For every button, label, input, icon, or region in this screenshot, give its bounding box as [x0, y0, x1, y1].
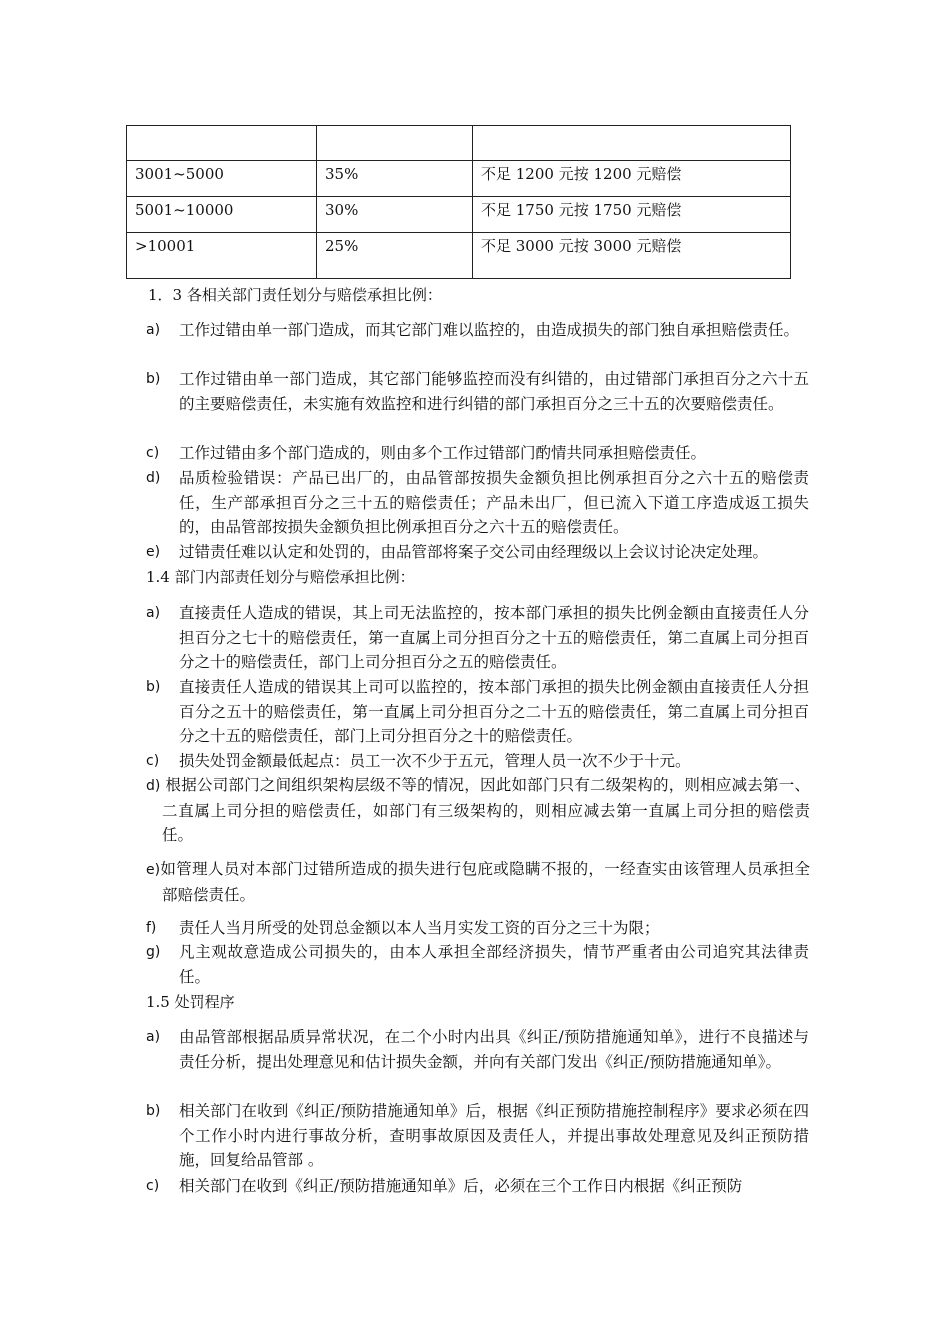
list-item: [146, 441, 810, 466]
list-marker: a): [146, 1029, 161, 1045]
table-row: [127, 126, 791, 161]
list-marker: d): [146, 470, 161, 486]
table-cell: [317, 126, 473, 161]
table-cell-ratio: 35%: [317, 161, 473, 197]
list-marker: b): [146, 1103, 161, 1119]
table-cell-range: 3001~5000: [127, 161, 317, 197]
list-item-text: 工作过错由单一部门造成，而其它部门难以监控的，由造成损失的部门独自承担赔偿责任。: [179, 321, 800, 339]
section-1-3-heading: 1．3 各相关部门责任划分与赔偿承担比例：: [148, 286, 442, 304]
list-item-text: 根据公司部门之间组织架构层级不等的情况，因此如部门只有二级架构的，则相应减去第一、二直属上司分担的赔偿责任，如部门有三级架构的，则相应减去第一直属上司分担的赔偿责任。: [162, 776, 810, 844]
list-item: [146, 1174, 810, 1199]
list-marker: c): [146, 1178, 160, 1194]
section-1-5-heading: 1.5 处罚程序: [146, 993, 235, 1011]
list-item-text: 直接责任人造成的错误其上司可以监控的，按本部门承担的损失比例金额由直接责任人分担百分之五十的赔偿责任，第一直属上司分担百分之二十五的赔偿责任，第二直属上司分担百分之十五的赔偿责任，部门上司分担百分之十的赔偿责任。: [179, 678, 809, 745]
list-item: [146, 466, 810, 540]
list-item-text: 工作过错由单一部门造成，其它部门能够监控而没有纠错的，由过错部门承担百分之六十五的主要赔偿责任，未实施有效监控和进行纠错的部门承担百分之三十五的次要赔偿责任。: [179, 370, 809, 413]
table-cell-ratio: 25%: [317, 233, 473, 279]
list-item: [146, 749, 810, 774]
list-item: [146, 675, 810, 749]
list-item-text: 直接责任人造成的错误，其上司无法监控的，按本部门承担的损失比例金额由直接责任人分担百分之七十的赔偿责任，第一直属上司分担百分之十五的赔偿责任，第二直属上司分担百分之十的赔偿责任，部门上司分担百分之五的赔偿责任。: [179, 604, 809, 671]
list-item-text: 凡主观故意造成公司损失的，由本人承担全部经济损失，情节严重者由公司追究其法律责任。: [179, 943, 809, 986]
list-marker: a): [146, 322, 161, 338]
list-item-text: 品质检验错误：产品已出厂的，由品管部按损失金额负担比例承担百分之六十五的赔偿责任，生产部承担百分之三十五的赔偿责任；产品未出厂，但已流入下道工序造成返工损失的，由品管部按损失金额负担比例承担百分之六十五的赔偿责任。: [179, 469, 809, 536]
list-item-text: 过错责任难以认定和处罚的，由品管部将案子交公司由经理级以上会议讨论决定处理。: [179, 543, 769, 561]
list-item-text: 损失处罚金额最低起点：员工一次不少于五元，管理人员一次不少于十元。: [179, 752, 691, 770]
table-cell: [127, 126, 317, 161]
table-row: [127, 161, 791, 197]
table-cell-note: 不足 1750 元按 1750 元赔偿: [473, 197, 791, 233]
list-marker: g): [146, 944, 161, 960]
list-marker: a): [146, 605, 161, 621]
list-marker: f): [146, 920, 157, 936]
list-item: [146, 857, 810, 907]
table-cell-ratio: 30%: [317, 197, 473, 233]
list-marker: c): [146, 753, 160, 769]
list-item: [146, 540, 810, 565]
table-cell: [473, 126, 791, 161]
list-marker: e): [146, 544, 161, 560]
list-item-text: 由品管部根据品质异常状况，在二个小时内出具《纠正/预防措施通知单》，进行不良描述与责任分析，提出处理意见和估计损失金额，并向有关部门发出《纠正/预防措施通知单》。: [179, 1028, 809, 1071]
list-marker: c): [146, 445, 160, 461]
table-cell-range: >10001: [127, 233, 317, 279]
compensation-table: [126, 125, 791, 279]
list-item: [146, 601, 810, 675]
table-cell-note: 不足 1200 元按 1200 元赔偿: [473, 161, 791, 197]
list-marker: b): [146, 371, 161, 387]
table-row: [127, 233, 791, 279]
list-item: [146, 1025, 810, 1074]
list-item: [146, 367, 810, 416]
table-cell-range: 5001~10000: [127, 197, 317, 233]
table-cell-note: 不足 3000 元按 3000 元赔偿: [473, 233, 791, 279]
list-item-text: 相关部门在收到《纠正/预防措施通知单》后，根据《纠正预防措施控制程序》要求必须在四个工作小时内进行事故分析，查明事故原因及责任人，并提出事故处理意见及纠正预防措施，回复给品管部 。: [179, 1102, 809, 1169]
list-marker: b): [146, 679, 161, 695]
list-marker: d): [146, 778, 161, 794]
list-item: [146, 318, 810, 343]
list-item: [146, 940, 810, 989]
list-item: [146, 1099, 810, 1173]
list-item: [146, 916, 810, 941]
section-1-4-heading: 1.4 部门内部责任划分与赔偿承担比例：: [146, 568, 415, 586]
list-item-text: 相关部门在收到《纠正/预防措施通知单》后，必须在三个工作日内根据《纠正预防: [179, 1177, 743, 1195]
list-item: [146, 773, 810, 848]
list-item-text: 工作过错由多个部门造成的，则由多个工作过错部门酌情共同承担赔偿责任。: [179, 444, 707, 462]
list-item-text: 责任人当月所受的处罚总金额以本人当月实发工资的百分之三十为限；: [179, 919, 660, 937]
table-row: [127, 197, 791, 233]
list-item-text: 如管理人员对本部门过错所造成的损失进行包庇或隐瞒不报的，一经查实由该管理人员承担全部赔偿责任。: [160, 860, 810, 904]
list-marker: e): [146, 862, 161, 878]
